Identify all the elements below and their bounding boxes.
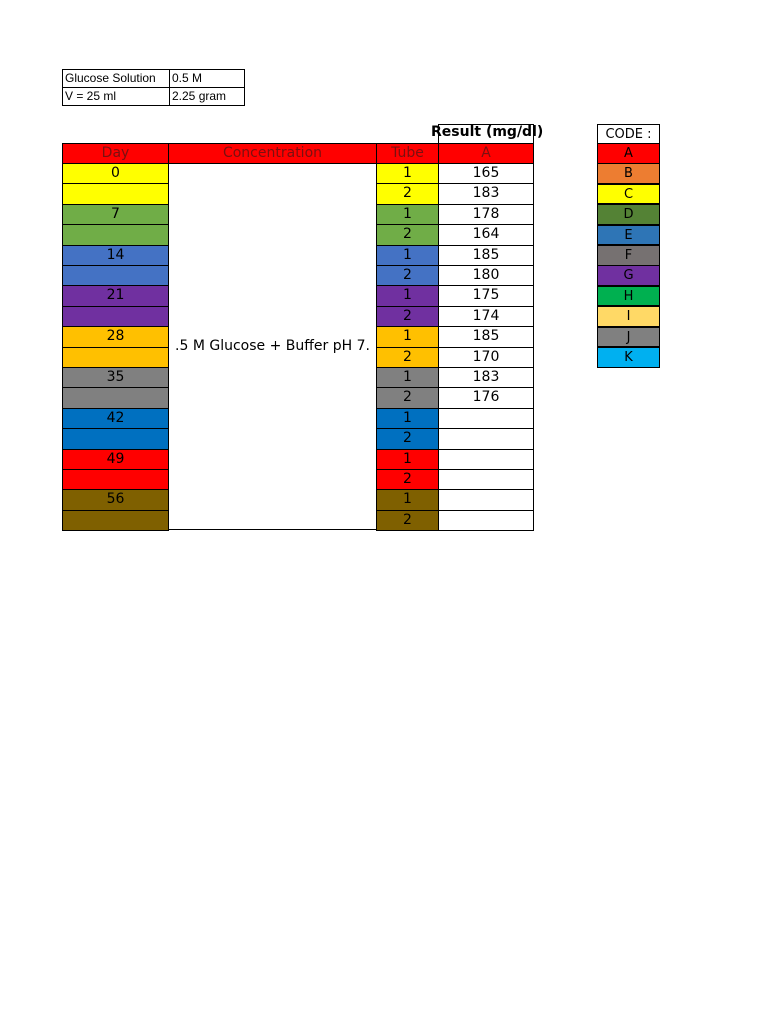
info-row [63,88,245,106]
day-cell[interactable]: 35 [62,367,169,388]
result-cell[interactable]: 185 [438,326,534,347]
day-cell[interactable] [62,347,169,368]
tube-cell[interactable]: 1 [376,489,439,510]
code-item[interactable]: A [597,143,660,164]
result-cell[interactable]: 183 [438,183,534,204]
result-cell[interactable] [438,469,534,490]
info-label[interactable]: V = 25 ml [63,88,170,106]
day-cell[interactable]: 21 [62,285,169,306]
result-title-cell [438,124,534,143]
result-cell[interactable] [438,428,534,449]
code-item[interactable]: B [597,163,660,184]
solution-info-table [62,69,245,106]
result-cell[interactable] [438,489,534,510]
tube-cell[interactable]: 2 [376,387,439,408]
tube-cell[interactable]: 1 [376,245,439,266]
header-result-a[interactable]: A [438,143,534,164]
tube-cell[interactable]: 2 [376,469,439,490]
code-item[interactable]: G [597,265,660,286]
info-label[interactable]: Glucose Solution [63,70,170,88]
result-cell[interactable]: 164 [438,224,534,245]
tube-cell[interactable]: 2 [376,306,439,327]
day-cell[interactable] [62,510,169,531]
code-item[interactable]: H [597,286,660,307]
code-item[interactable]: I [597,306,660,327]
result-cell[interactable] [438,510,534,531]
tube-cell[interactable]: 1 [376,367,439,388]
day-cell[interactable] [62,306,169,327]
day-cell[interactable] [62,265,169,286]
tube-cell[interactable]: 2 [376,183,439,204]
day-cell[interactable] [62,224,169,245]
result-cell[interactable]: 178 [438,204,534,225]
result-cell[interactable]: 170 [438,347,534,368]
day-cell[interactable]: 56 [62,489,169,510]
tube-cell[interactable]: 1 [376,285,439,306]
code-item[interactable]: C [597,184,660,205]
day-cell[interactable] [62,428,169,449]
info-row [63,70,245,88]
result-cell[interactable]: 180 [438,265,534,286]
tube-cell[interactable]: 2 [376,265,439,286]
result-cell[interactable] [438,408,534,429]
tube-cell[interactable]: 1 [376,326,439,347]
info-value[interactable]: 0.5 M [170,70,245,88]
day-cell[interactable] [62,387,169,408]
day-cell[interactable] [62,469,169,490]
header-tube[interactable]: Tube [376,143,439,164]
result-cell[interactable]: 175 [438,285,534,306]
result-cell[interactable]: 185 [438,245,534,266]
code-item[interactable]: K [597,347,660,368]
tube-cell[interactable]: 2 [376,347,439,368]
concentration-cell[interactable] [168,163,377,530]
tube-cell[interactable]: 2 [376,224,439,245]
code-item[interactable]: F [597,245,660,266]
result-cell[interactable]: 183 [438,367,534,388]
day-cell[interactable]: 14 [62,245,169,266]
result-cell[interactable]: 165 [438,163,534,184]
day-cell[interactable] [62,183,169,204]
code-item[interactable]: E [597,225,660,246]
day-cell[interactable]: 28 [62,326,169,347]
code-title[interactable]: CODE : [597,124,660,145]
day-cell[interactable]: 7 [62,204,169,225]
day-cell[interactable]: 49 [62,449,169,470]
tube-cell[interactable]: 1 [376,163,439,184]
info-value[interactable]: 2.25 gram [170,88,245,106]
tube-cell[interactable]: 1 [376,204,439,225]
result-title: Result (mg/dl) [431,124,544,140]
tube-cell[interactable]: 2 [376,510,439,531]
code-item[interactable]: J [597,327,660,348]
header-day[interactable]: Day [62,143,169,164]
tube-cell[interactable]: 1 [376,449,439,470]
concentration-text: .5 M Glucose + Buffer pH 7. [175,338,370,354]
tube-cell[interactable]: 1 [376,408,439,429]
code-item[interactable]: D [597,204,660,225]
result-cell[interactable]: 176 [438,387,534,408]
tube-cell[interactable]: 2 [376,428,439,449]
header-concentration[interactable]: Concentration [168,143,377,164]
day-cell[interactable]: 0 [62,163,169,184]
result-cell[interactable] [438,449,534,470]
result-cell[interactable]: 174 [438,306,534,327]
day-cell[interactable]: 42 [62,408,169,429]
